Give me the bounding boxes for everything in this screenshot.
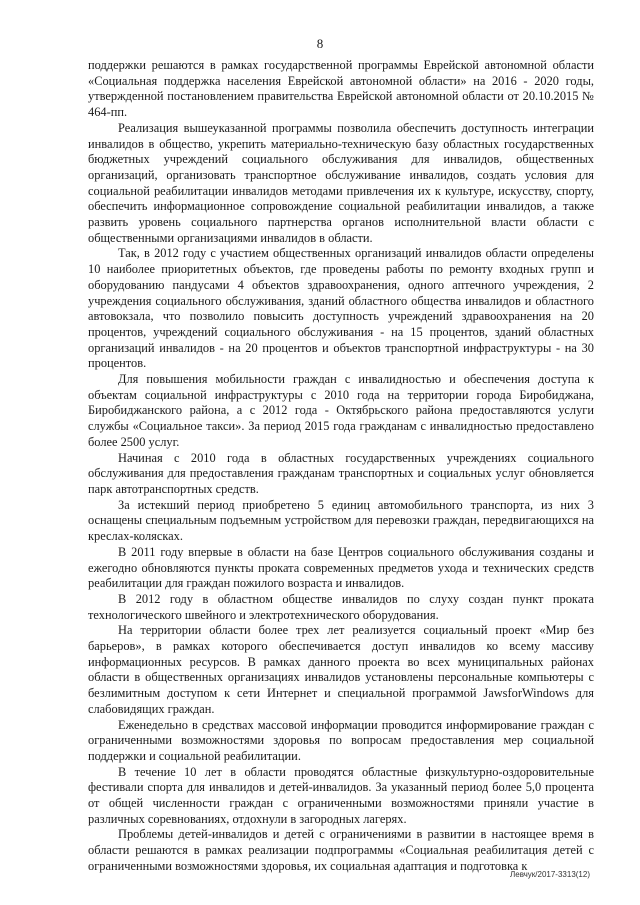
- paragraph: Для повышения мобильности граждан с инвалидностью и обеспечения доступа к объектам социальной инфраструктуры с 2010 года на территории города Биробиджана, Биробиджанского района, а с 2012 года - Октябрьского района предоставляются услуги службы «Социальное такси». За период 2015 года гражданам с инвалидностью предоставлено более 2500 услуг.: [88, 372, 594, 449]
- paragraph: Еженедельно в средствах массовой информации проводится информирование граждан с ограниченными возможностями здоровья по вопросам предоставления мер социальной поддержки и социальной реабилитации.: [88, 717, 594, 763]
- paragraph: В 2012 году в областном обществе инвалидов по слуху создан пункт проката технологического швейного и электротехнического оборудования.: [88, 591, 594, 622]
- paragraph: В 2011 году впервые в области на базе Центров социального обслуживания созданы и ежегодно обновляются пункты проката современных предметов ухода и технических средств реабилитации для граждан пожилого возраста и инвалидов.: [88, 544, 594, 591]
- paragraph: поддержки решаются в рамках государственной программы Еврейской автономной области «Социальная поддержка населения Еврейской автономной области» на 2016 - 2020 годы, утвержденной постановлением правительства Еврейской автономной области от 20.10.2015 № 464-пп.: [88, 58, 594, 120]
- paragraph: Проблемы детей-инвалидов и детей с ограничениями в развитии в настоящее время в области решаются в рамках реализации подпрограммы «Социальная реабилитация детей с ограниченными возможностями здоровья, их социальная адаптация и подготовка к: [88, 827, 594, 873]
- paragraph: В течение 10 лет в области проводятся областные физкультурно-оздоровительные фестивали спорта для инвалидов и детей-инвалидов. За указанный период более 5,0 процента от общей численности граждан с ограниченными возможностями приняли участие в различных соревнованиях, отдохнули в загородных лагерях.: [88, 764, 594, 826]
- document-body: [88, 58, 594, 875]
- document-reference-footer: Левчук/2017-3313(12): [510, 870, 590, 879]
- paragraph: Начиная с 2010 года в областных государственных учреждениях социального обслуживания для предоставления гражданам транспортных и социальных услуг обновляется парк автотранспортных средств.: [88, 450, 594, 496]
- paragraph: На территории области более трех лет реализуется социальный проект «Мир без барьеров», в рамках которого обеспечивается доступ инвалидов ко всему массиву информационных ресурсов. В рамках данного проекта во всех муниципальных районах области в общественных организациях инвалидов установлены персональные компьютеры с безлимитным доступом к сети Интернет и специальной программой JawsforWindows для слабовидящих граждан.: [88, 623, 594, 716]
- page-number: 8: [316, 36, 324, 51]
- paragraph: За истекший период приобретено 5 единиц автомобильного транспорта, из них 3 оснащены специальным подъемным устройством для перевозки граждан, передвигающихся на креслах-колясках.: [88, 497, 594, 544]
- paragraph: Реализация вышеуказанной программы позволила обеспечить доступность интеграции инвалидов в общество, укрепить материально-техническую базу областных государственных бюджетных учреждений социального обслуживания для инвалидов, общественных организаций, организовать транспортное обслуживание инвалидов, создать условия для социальной реабилитации инвалидов методами привлечения их к культуре, искусству, спорту, обеспечить информационное сопровождение социальной реабилитации инвалидов, а также развить уровень социального партнерства органов исполнительной власти области с общественными организациями инвалидов в области.: [88, 120, 594, 245]
- paragraph: Так, в 2012 году с участием общественных организаций инвалидов области определены 10 наиболее приоритетных объектов, где проведены работы по ремонту входных групп и оборудованию пандусами 4 объектов здравоохранения, одного аптечного учреждения, 2 учреждения социального обслуживания, зданий областного общества инвалидов и областного автовокзала, что позволило повысить доступность учреждений здравоохранения на 20 процентов, учреждений социального обслуживания - на 15 процентов, зданий областных организаций инвалидов - на 20 процентов и объектов транспортной инфраструктуры - на 30 процентов.: [88, 246, 594, 371]
